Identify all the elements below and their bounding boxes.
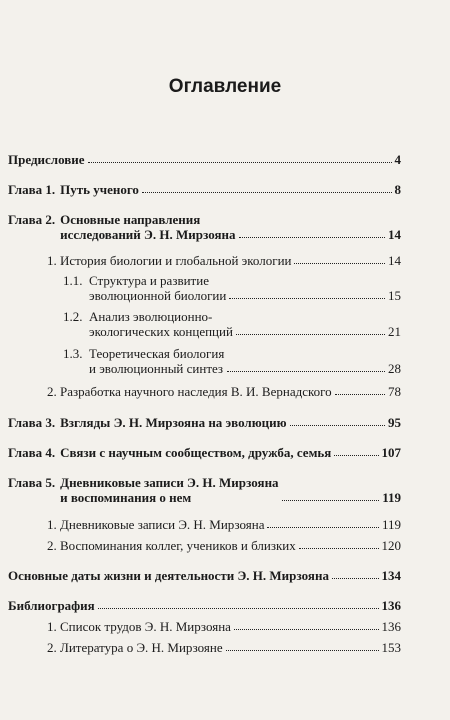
toc-page-number: 136 bbox=[381, 619, 401, 634]
toc-entry-title: 2. Разработка научного наследия В. И. Вернадского bbox=[47, 384, 332, 399]
toc-page-number: 21 bbox=[388, 324, 401, 339]
toc-page-number: 4 bbox=[394, 152, 401, 167]
toc-entry-chapter-4[interactable] bbox=[8, 445, 401, 460]
dot-leader bbox=[239, 237, 385, 238]
toc-entry-bibliography-2[interactable] bbox=[47, 640, 401, 655]
dot-leader bbox=[334, 455, 378, 456]
toc-entry-title-line-2: и эволюционный синтез bbox=[89, 361, 224, 376]
toc-entry-key-dates[interactable] bbox=[8, 568, 401, 583]
toc-page-number: 119 bbox=[381, 517, 401, 532]
toc-entry-title: 1. Список трудов Э. Н. Мирзояна bbox=[47, 619, 231, 634]
toc-page-number: 107 bbox=[381, 445, 401, 460]
toc-entry-subsection-1-3[interactable] bbox=[63, 346, 401, 376]
dot-leader bbox=[98, 608, 379, 609]
chapter-label: Глава 1. bbox=[8, 182, 56, 197]
toc-entry-title-line-1: Основные направления bbox=[60, 212, 201, 227]
toc-entry-title: 2. Воспоминания коллег, учеников и близких bbox=[47, 538, 296, 553]
toc-entry-title-line-2: экологических концепций bbox=[89, 324, 233, 339]
toc-page-number: 120 bbox=[381, 538, 401, 553]
toc-page-number: 14 bbox=[388, 227, 401, 242]
toc-entry-title: Предисловие bbox=[8, 152, 85, 167]
toc-entry-title-line-1: Анализ эволюционно- bbox=[89, 309, 213, 324]
chapter-label: Глава 5. bbox=[8, 475, 56, 490]
dot-leader bbox=[332, 578, 379, 579]
toc-page-number: 14 bbox=[388, 253, 401, 268]
toc-entry-title: Взгляды Э. Н. Мирзояна на эволюцию bbox=[60, 415, 287, 430]
toc-entry-title: Библиография bbox=[8, 598, 95, 613]
toc-entry-subsection-1-1[interactable] bbox=[63, 273, 401, 303]
toc-entry-section-2-1[interactable] bbox=[47, 253, 401, 268]
toc-entry-chapter-1[interactable] bbox=[8, 182, 401, 197]
dot-leader bbox=[226, 650, 379, 651]
dot-leader bbox=[294, 263, 385, 264]
dot-leader bbox=[290, 425, 385, 426]
toc-page-number: 136 bbox=[381, 598, 401, 613]
toc-entry-title-line-2: эволюционной биологии bbox=[89, 288, 227, 303]
toc-entry-title-line-1: Теоретическая биология bbox=[89, 346, 225, 361]
toc-entry-section-5-2[interactable] bbox=[47, 538, 401, 553]
toc-entry-title: 1. История биологии и глобальной экологии bbox=[47, 253, 292, 268]
toc-entry-title-line-1: Дневниковые записи Э. Н. Мирзояна bbox=[60, 475, 279, 490]
toc-entry-title: Связи с научным сообществом, дружба, семья bbox=[60, 445, 332, 460]
toc-page-number: 8 bbox=[394, 182, 401, 197]
dot-leader bbox=[335, 394, 385, 395]
toc-entry-preface[interactable] bbox=[8, 152, 401, 167]
page-title: Оглавление bbox=[168, 76, 282, 97]
toc-entry-title: 2. Литература о Э. Н. Мирзояне bbox=[47, 640, 223, 655]
toc-entry-title-line-2: и воспоминания о нем bbox=[60, 490, 192, 505]
dot-leader bbox=[299, 548, 379, 549]
dot-leader bbox=[234, 629, 379, 630]
toc-page-number: 15 bbox=[388, 288, 401, 303]
toc-entry-title: Путь ученого bbox=[60, 182, 139, 197]
subsection-number: 1.3. bbox=[63, 346, 83, 361]
toc-page-number: 78 bbox=[388, 384, 401, 399]
chapter-label: Глава 4. bbox=[8, 445, 56, 460]
toc-page-number: 95 bbox=[388, 415, 401, 430]
chapter-label: Глава 2. bbox=[8, 212, 56, 227]
chapter-label: Глава 3. bbox=[8, 415, 56, 430]
toc-entry-chapter-2[interactable] bbox=[8, 212, 401, 242]
toc-entry-chapter-5[interactable] bbox=[8, 475, 401, 505]
toc-page-number: 134 bbox=[381, 568, 401, 583]
toc-entry-bibliography-1[interactable] bbox=[47, 619, 401, 634]
toc-entry-section-2-2[interactable] bbox=[47, 384, 401, 399]
toc-entry-title-line-2: исследований Э. Н. Мирзояна bbox=[60, 227, 236, 242]
dot-leader bbox=[227, 371, 385, 372]
toc-entry-title-line-1: Структура и развитие bbox=[89, 273, 209, 288]
dot-leader bbox=[282, 500, 380, 501]
toc-entry-bibliography[interactable] bbox=[8, 598, 401, 613]
dot-leader bbox=[142, 192, 392, 193]
toc-page-number: 28 bbox=[388, 361, 401, 376]
toc-page-number: 153 bbox=[381, 640, 401, 655]
toc-entry-subsection-1-2[interactable] bbox=[63, 309, 401, 339]
toc-entry-chapter-3[interactable] bbox=[8, 415, 401, 430]
subsection-number: 1.2. bbox=[63, 309, 83, 324]
toc-page-number: 119 bbox=[382, 490, 401, 505]
toc-entry-title: 1. Дневниковые записи Э. Н. Мирзояна bbox=[47, 517, 265, 532]
subsection-number: 1.1. bbox=[63, 273, 83, 288]
toc-entry-section-5-1[interactable] bbox=[47, 517, 401, 532]
dot-leader bbox=[229, 298, 385, 299]
toc-entry-title: Основные даты жизни и деятельности Э. Н. Мирзояна bbox=[8, 568, 329, 583]
dot-leader bbox=[88, 162, 392, 163]
dot-leader bbox=[236, 334, 385, 335]
dot-leader bbox=[267, 527, 378, 528]
